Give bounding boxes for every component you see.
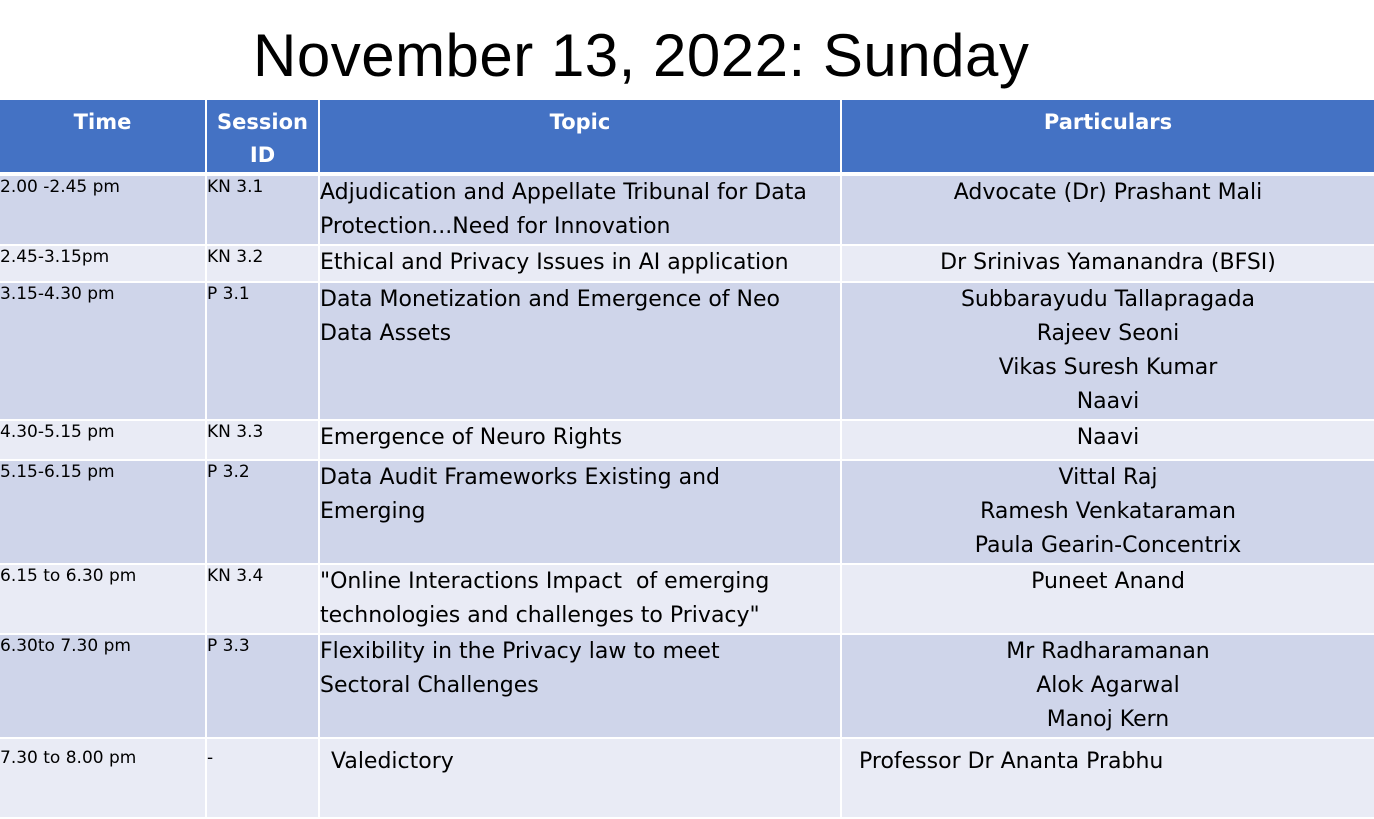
header-session-id-line2: ID bbox=[249, 143, 276, 167]
cell-session-id: KN 3.2 bbox=[207, 246, 320, 283]
cell-topic bbox=[320, 739, 842, 819]
topic-line: Emergence of Neuro Rights bbox=[320, 425, 623, 450]
cell-session-id: KN 3.1 bbox=[207, 176, 320, 246]
cell-particulars bbox=[842, 421, 1374, 461]
speaker-name: Rajeev Seoni bbox=[1036, 321, 1180, 346]
cell-topic bbox=[320, 246, 842, 283]
speaker-name: Vittal Raj bbox=[1058, 465, 1158, 490]
topic-line: Sectoral Challenges bbox=[320, 673, 539, 698]
speaker-name: Advocate (Dr) Prashant Mali bbox=[953, 180, 1263, 205]
speaker-name: Naavi bbox=[1076, 425, 1140, 450]
topic-line: Data Monetization and Emergence of Neo bbox=[320, 287, 780, 312]
cell-time: 6.30to 7.30 pm bbox=[0, 635, 207, 739]
cell-session-id: P 3.1 bbox=[207, 283, 320, 421]
schedule-table bbox=[0, 100, 1374, 819]
speaker-name: Mr Radharamanan bbox=[1006, 639, 1210, 664]
table-row bbox=[0, 739, 1374, 819]
header-session-id-line1: Session bbox=[217, 110, 308, 134]
table-row bbox=[0, 176, 1374, 246]
topic-line: technologies and challenges to Privacy" bbox=[320, 603, 760, 628]
cell-particulars bbox=[842, 635, 1374, 739]
cell-particulars bbox=[842, 246, 1374, 283]
speaker-name: Subbarayudu Tallapragada bbox=[960, 287, 1256, 312]
header-session-id bbox=[207, 100, 320, 176]
speaker-name: Manoj Kern bbox=[1046, 707, 1170, 732]
cell-time: 4.30-5.15 pm bbox=[0, 421, 207, 461]
page-title: November 13, 2022: Sunday bbox=[253, 22, 1030, 89]
cell-session-id: - bbox=[207, 739, 320, 819]
cell-time: 2.45-3.15pm bbox=[0, 246, 207, 283]
cell-session-id: P 3.3 bbox=[207, 635, 320, 739]
cell-particulars bbox=[842, 176, 1374, 246]
topic-line: "Online Interactions Impact of emerging bbox=[320, 569, 770, 594]
topic-line: Data Audit Frameworks Existing and bbox=[320, 465, 720, 490]
table-row bbox=[0, 421, 1374, 461]
header-particulars: Particulars bbox=[842, 100, 1374, 176]
cell-topic bbox=[320, 421, 842, 461]
cell-time: 3.15-4.30 pm bbox=[0, 283, 207, 421]
speaker-name: Professor Dr Ananta Prabhu bbox=[859, 749, 1164, 774]
topic-line: Protection...Need for Innovation bbox=[320, 214, 671, 239]
table-row bbox=[0, 283, 1374, 421]
speaker-name: Ramesh Venkataraman bbox=[980, 499, 1236, 524]
topic-line: Valedictory bbox=[331, 749, 454, 774]
cell-session-id: KN 3.3 bbox=[207, 421, 320, 461]
cell-time: 7.30 to 8.00 pm bbox=[0, 739, 207, 819]
table-row bbox=[0, 246, 1374, 283]
cell-topic bbox=[320, 176, 842, 246]
cell-session-id: P 3.2 bbox=[207, 461, 320, 565]
speaker-name: Paula Gearin-Concentrix bbox=[974, 533, 1242, 558]
speaker-name: Puneet Anand bbox=[1031, 569, 1185, 594]
table-row bbox=[0, 635, 1374, 739]
topic-line: Flexibility in the Privacy law to meet bbox=[320, 639, 720, 664]
header-time: Time bbox=[0, 100, 207, 176]
cell-topic bbox=[320, 565, 842, 635]
topic-line: Adjudication and Appellate Tribunal for Data bbox=[320, 180, 807, 205]
speaker-name: Dr Srinivas Yamanandra (BFSI) bbox=[940, 250, 1276, 275]
table-row bbox=[0, 565, 1374, 635]
cell-time: 5.15-6.15 pm bbox=[0, 461, 207, 565]
speaker-name: Alok Agarwal bbox=[1036, 673, 1180, 698]
schedule-body bbox=[0, 176, 1374, 819]
header-row bbox=[0, 100, 1374, 176]
topic-line: Ethical and Privacy Issues in AI application bbox=[320, 250, 789, 275]
cell-topic bbox=[320, 283, 842, 421]
topic-line: Data Assets bbox=[320, 321, 452, 346]
topic-line: Emerging bbox=[320, 499, 426, 524]
cell-particulars bbox=[842, 461, 1374, 565]
header-topic: Topic bbox=[320, 100, 842, 176]
cell-particulars bbox=[842, 565, 1374, 635]
cell-particulars bbox=[842, 283, 1374, 421]
cell-time: 2.00 -2.45 pm bbox=[0, 176, 207, 246]
cell-topic bbox=[320, 461, 842, 565]
cell-session-id: KN 3.4 bbox=[207, 565, 320, 635]
cell-particulars bbox=[842, 739, 1374, 819]
table-row bbox=[0, 461, 1374, 565]
cell-topic bbox=[320, 635, 842, 739]
cell-time: 6.15 to 6.30 pm bbox=[0, 565, 207, 635]
speaker-name: Vikas Suresh Kumar bbox=[998, 355, 1218, 380]
speaker-name: Naavi bbox=[1076, 389, 1140, 414]
